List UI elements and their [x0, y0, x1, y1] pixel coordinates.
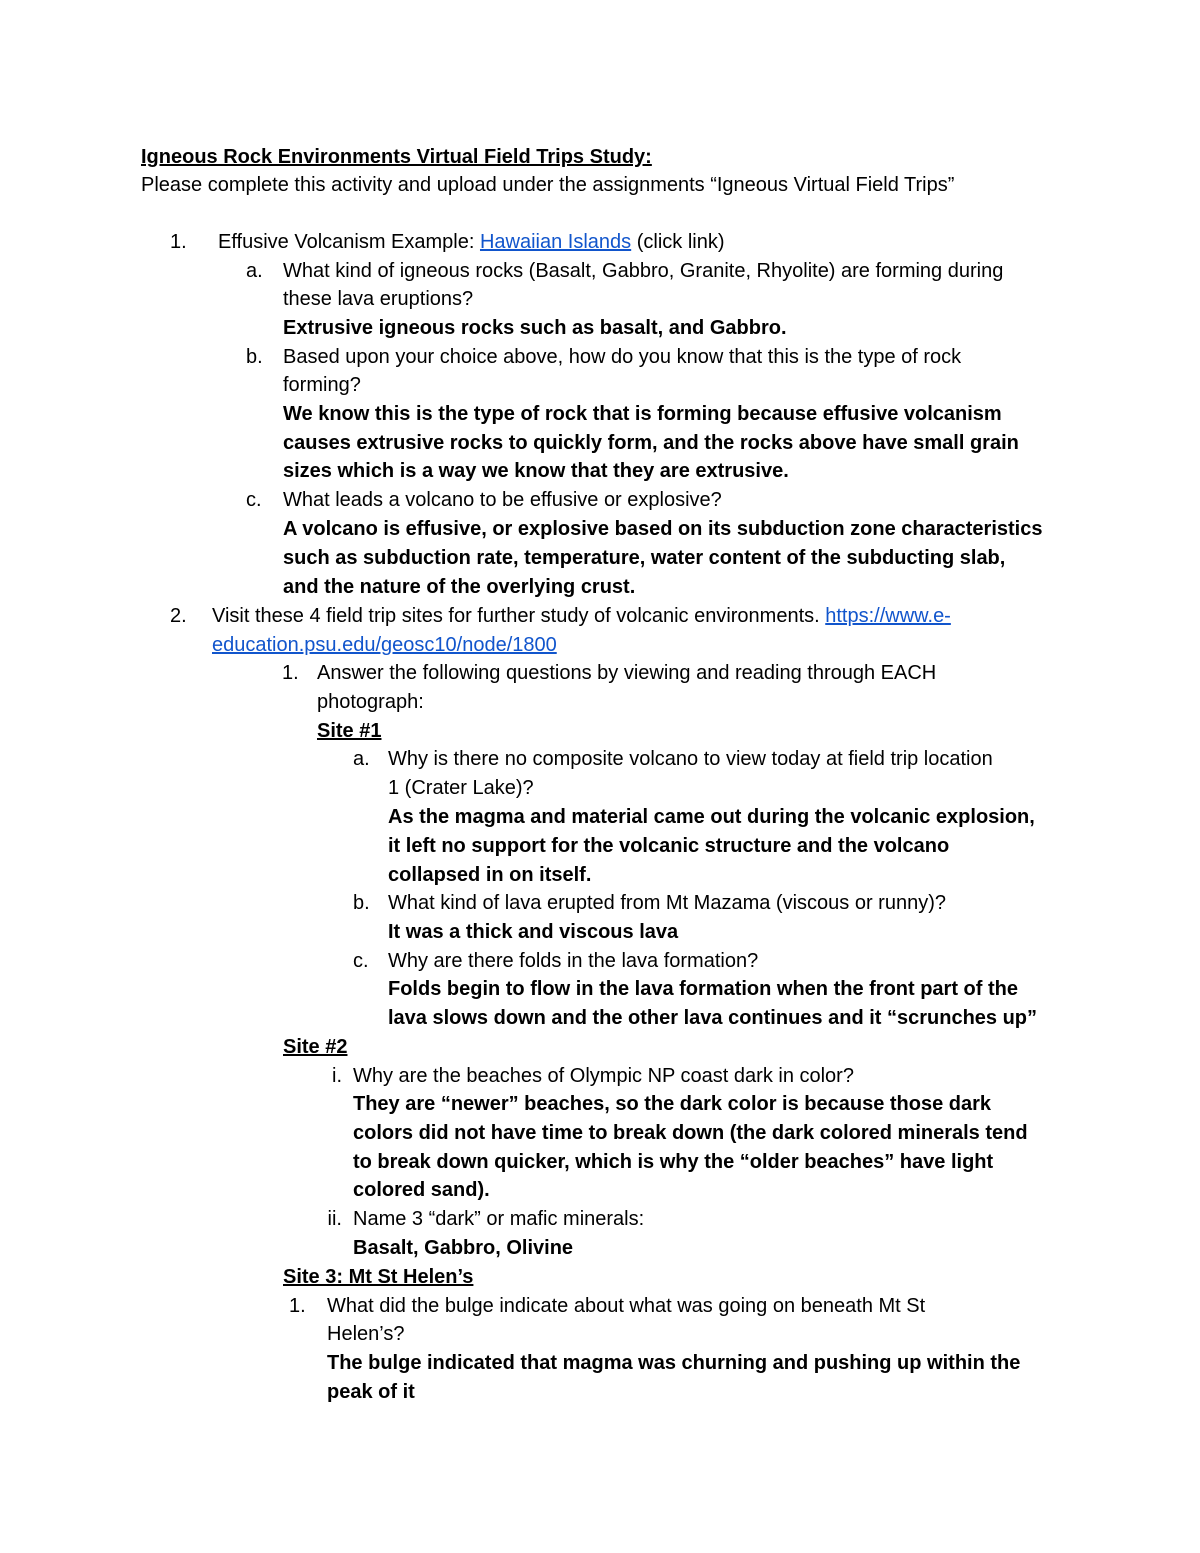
q1b-question-line: Based upon your choice above, how do you know that this is the type of rock	[283, 346, 962, 368]
site1a-answer-line: collapsed in on itself.	[388, 864, 592, 886]
q1b-marker: b.	[246, 346, 263, 368]
q1c-question-line: What leads a volcano to be effusive or explosive?	[283, 489, 722, 511]
q1-suffix: (click link)	[631, 231, 725, 253]
site1a-question-line: 1 (Crater Lake)?	[388, 777, 534, 799]
field-trip-url-link-continued[interactable]: education.psu.edu/geosc10/node/1800	[212, 634, 557, 656]
site1b-question-line: What kind of lava erupted from Mt Mazama (viscous or runny)?	[388, 892, 946, 914]
q2-url-continued	[212, 631, 557, 659]
site1c-marker: c.	[353, 950, 369, 972]
q2-sub-line: Answer the following questions by viewing and reading through EACH	[317, 662, 937, 684]
site3-q1-answer-line: peak of it	[327, 1381, 415, 1403]
site3-q1-question-line: What did the bulge indicate about what was going on beneath Mt St	[327, 1295, 926, 1317]
q1a-marker: a.	[246, 260, 263, 282]
site2ii-question-line: Name 3 “dark” or mafic minerals:	[353, 1208, 645, 1230]
site3-heading: Site 3: Mt St Helen’s	[283, 1266, 474, 1288]
q1c-answer-line: and the nature of the overlying crust.	[283, 576, 636, 598]
site1c-answer-line: Folds begin to flow in the lava formation when the front part of the	[388, 978, 1018, 1000]
site1a-marker: a.	[353, 748, 370, 770]
site2ii-marker: ii.	[327, 1208, 342, 1230]
site2i-question-line: Why are the beaches of Olympic NP coast dark in color?	[353, 1065, 854, 1087]
q1-prefix: Effusive Volcanism Example:	[218, 231, 480, 253]
site2ii-answer-line: Basalt, Gabbro, Olivine	[353, 1237, 574, 1259]
q1c-marker: c.	[246, 489, 262, 511]
page-title: Igneous Rock Environments Virtual Field Trips Study:	[141, 146, 652, 168]
site1a-question-line: Why is there no composite volcano to view today at field trip location	[388, 748, 993, 770]
q1a-question-line: What kind of igneous rocks (Basalt, Gabbro, Granite, Rhyolite) are forming during	[283, 260, 1004, 282]
site3-q1-marker: 1.	[289, 1295, 306, 1317]
site2i-answer-line: colored sand).	[353, 1179, 490, 1201]
q1b-question-line: forming?	[283, 374, 361, 396]
field-trip-url-link[interactable]: https://www.e-	[825, 605, 951, 627]
q1b-answer-line: We know this is the type of rock that is forming because effusive volcanism	[283, 403, 1002, 425]
q1c-answer-line: such as subduction rate, temperature, water content of the subducting slab,	[283, 547, 1006, 569]
site1-heading: Site #1	[317, 720, 382, 742]
q2-sub-line: photograph:	[317, 691, 424, 713]
site2i-answer-line: to break down quicker, which is why the “older beaches” have light	[353, 1151, 994, 1173]
q2-marker: 2.	[170, 605, 187, 627]
q1b-answer-line: sizes which is a way we know that they are extrusive.	[283, 460, 789, 482]
site2i-marker: i.	[332, 1065, 342, 1087]
site2i-answer-line: They are “newer” beaches, so the dark color is because those dark	[353, 1093, 992, 1115]
q1c-answer-line: A volcano is effusive, or explosive based on its subduction zone characteristics	[283, 518, 1043, 540]
site3-q1-question-line: Helen’s?	[327, 1323, 405, 1345]
q1a-question-line: these lava eruptions?	[283, 288, 474, 310]
site1c-answer-line: lava slows down and the other lava continues and it “scrunches up”	[388, 1007, 1038, 1029]
q1-marker: 1.	[170, 231, 187, 253]
q2-text-content: Visit these 4 field trip sites for further study of volcanic environments.	[212, 605, 826, 627]
site1b-marker: b.	[353, 892, 370, 914]
hawaiian-islands-link[interactable]: Hawaiian Islands	[479, 231, 632, 253]
site2i-answer-line: colors did not have time to break down (the dark colored minerals tend	[353, 1122, 1028, 1144]
q1b-answer-line: causes extrusive rocks to quickly form, and the rocks above have small grain	[283, 432, 1019, 454]
site3-q1-answer-line: The bulge indicated that magma was churning and pushing up within the	[327, 1352, 1021, 1374]
site1a-answer-line: As the magma and material came out during the volcanic explosion,	[388, 806, 1035, 828]
site1b-answer-line: It was a thick and viscous lava	[388, 921, 679, 943]
site2-heading: Site #2	[283, 1036, 348, 1058]
q1-text	[218, 228, 725, 256]
site1a-answer-line: it left no support for the volcanic structure and the volcano	[388, 835, 950, 857]
q2-text	[212, 602, 951, 630]
instructions: Please complete this activity and upload under the assignments “Igneous Virtual Field Trips”	[141, 174, 955, 196]
site1c-question-line: Why are there folds in the lava formation?	[388, 950, 759, 972]
q2-sub-marker: 1.	[282, 662, 299, 684]
q1a-answer-line: Extrusive igneous rocks such as basalt, and Gabbro.	[283, 317, 787, 339]
